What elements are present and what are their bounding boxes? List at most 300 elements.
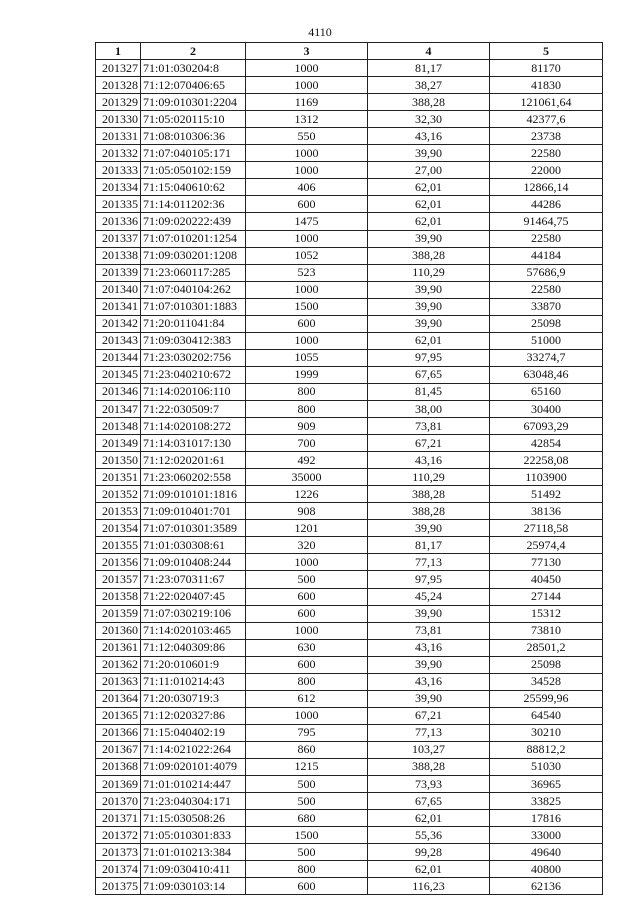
table-body [96,60,603,895]
table-cell: 201329 [96,94,141,111]
table-cell: 22000 [490,162,603,179]
table-cell: 71:09:030412:383 [141,332,246,349]
table-cell: 77,13 [368,724,490,741]
table-cell: 71:14:020108:272 [141,418,246,435]
table-cell: 388,28 [368,247,490,264]
table-cell: 1226 [246,486,368,503]
table-row [96,145,603,162]
table-row [96,571,603,588]
table-row [96,776,603,793]
table-cell: 22580 [490,281,603,298]
table-cell: 71:20:030719:3 [141,690,246,707]
table-cell: 71:08:010306:36 [141,128,246,145]
table-cell: 71:11:010214:43 [141,673,246,690]
table-cell: 71:09:010408:244 [141,554,246,571]
table-cell: 64540 [490,707,603,724]
table-cell: 600 [246,315,368,332]
data-table [95,42,603,895]
table-cell: 71:05:050102:159 [141,162,246,179]
table-cell: 71:23:040210:672 [141,366,246,383]
table-cell: 71:23:030202:756 [141,349,246,366]
table-cell: 201373 [96,844,141,861]
table-row [96,94,603,111]
table-cell: 630 [246,639,368,656]
page-number: 4110 [308,25,332,39]
table-cell: 51492 [490,486,603,503]
table-cell: 201328 [96,77,141,94]
table-cell: 45,24 [368,588,490,605]
table-cell: 201341 [96,298,141,315]
table-cell: 201340 [96,281,141,298]
column-header-5: 5 [490,43,603,60]
table-cell: 39,90 [368,690,490,707]
table-cell: 71:09:010301:2204 [141,94,246,111]
table-cell: 15312 [490,605,603,622]
table-cell: 71:14:020106:110 [141,383,246,400]
table-cell: 201343 [96,332,141,349]
table-cell: 25974,4 [490,537,603,554]
table-cell: 201363 [96,673,141,690]
table-row [96,758,603,775]
table-cell: 42377,6 [490,111,603,128]
table-cell: 67093,29 [490,418,603,435]
table-row [96,486,603,503]
table-cell: 201359 [96,605,141,622]
column-header-4: 4 [368,43,490,60]
table-row [96,213,603,230]
table-row [96,554,603,571]
table-cell: 523 [246,264,368,281]
table-cell: 71:01:010214:447 [141,776,246,793]
table-cell: 1500 [246,827,368,844]
table-cell: 201339 [96,264,141,281]
table-cell: 908 [246,503,368,520]
table-cell: 116,23 [368,878,490,895]
table-cell: 39,90 [368,520,490,537]
table-cell: 97,95 [368,349,490,366]
table-cell: 77,13 [368,554,490,571]
table-cell: 71:07:010201:1254 [141,230,246,247]
table-cell: 23738 [490,128,603,145]
table-cell: 201337 [96,230,141,247]
table-cell: 62,01 [368,213,490,230]
table-row [96,503,603,520]
table-row [96,366,603,383]
table-cell: 62,01 [368,332,490,349]
table-cell: 39,90 [368,605,490,622]
table-cell: 81170 [490,60,603,77]
table-cell: 800 [246,383,368,400]
table-cell: 71:22:020407:45 [141,588,246,605]
table-cell: 71:23:060117:285 [141,264,246,281]
table-cell: 40800 [490,861,603,878]
table-cell: 909 [246,418,368,435]
table-cell: 320 [246,537,368,554]
table-cell: 1999 [246,366,368,383]
table-cell: 71:01:030204:8 [141,60,246,77]
table-cell: 1000 [246,332,368,349]
table-cell: 71:23:060202:558 [141,469,246,486]
table-cell: 57686,9 [490,264,603,281]
table-cell: 201366 [96,724,141,741]
table-cell: 44286 [490,196,603,213]
table-cell: 73,81 [368,622,490,639]
table-cell: 795 [246,724,368,741]
table-row [96,537,603,554]
table-row [96,230,603,247]
table-cell: 1312 [246,111,368,128]
table-cell: 201369 [96,776,141,793]
table-cell: 492 [246,452,368,469]
table-cell: 388,28 [368,503,490,520]
table-cell: 33825 [490,793,603,810]
table-cell: 201345 [96,366,141,383]
table-cell: 81,45 [368,383,490,400]
table-cell: 388,28 [368,486,490,503]
table-cell: 38136 [490,503,603,520]
table-cell: 1103900 [490,469,603,486]
table-cell: 39,90 [368,145,490,162]
table-row [96,383,603,400]
table-cell: 71:09:010101:1816 [141,486,246,503]
table-row [96,861,603,878]
table-cell: 201330 [96,111,141,128]
table-cell: 39,90 [368,656,490,673]
table-cell: 201336 [96,213,141,230]
table-cell: 77130 [490,554,603,571]
table-cell: 71:07:030219:106 [141,605,246,622]
table-cell: 201355 [96,537,141,554]
table-cell: 71:23:070311:67 [141,571,246,588]
table-cell: 1000 [246,281,368,298]
table-cell: 25098 [490,656,603,673]
table-row [96,128,603,145]
table-cell: 201327 [96,60,141,77]
table-row [96,656,603,673]
table-cell: 67,65 [368,793,490,810]
table-cell: 388,28 [368,94,490,111]
column-header-2: 2 [141,43,246,60]
table-cell: 500 [246,776,368,793]
table-cell: 201364 [96,690,141,707]
table-cell: 103,27 [368,741,490,758]
table-row [96,111,603,128]
table-cell: 49640 [490,844,603,861]
table-cell: 43,16 [368,452,490,469]
table-cell: 500 [246,844,368,861]
table-cell: 201365 [96,707,141,724]
table-cell: 500 [246,571,368,588]
table-cell: 71:14:011202:36 [141,196,246,213]
table-row [96,418,603,435]
table-cell: 71:12:070406:65 [141,77,246,94]
table-row [96,196,603,213]
table-cell: 71:05:020115:10 [141,111,246,128]
table-row [96,247,603,264]
table-cell: 201335 [96,196,141,213]
table-cell: 71:09:030103:14 [141,878,246,895]
table-cell: 39,90 [368,230,490,247]
table-cell: 71:09:030410:411 [141,861,246,878]
table-cell: 71:20:011041:84 [141,315,246,332]
table-row [96,298,603,315]
table-cell: 201357 [96,571,141,588]
table-cell: 67,21 [368,707,490,724]
table-row [96,281,603,298]
table-cell: 201375 [96,878,141,895]
table-cell: 201374 [96,861,141,878]
table-row [96,179,603,196]
table-row [96,844,603,861]
table-cell: 62,01 [368,810,490,827]
table-cell: 71:07:040104:262 [141,281,246,298]
table-cell: 33274,7 [490,349,603,366]
table-row [96,400,603,417]
table-cell: 51030 [490,758,603,775]
table-cell: 91464,75 [490,213,603,230]
table-row [96,315,603,332]
table-cell: 71:09:020222:439 [141,213,246,230]
table-cell: 67,21 [368,435,490,452]
table-row [96,878,603,895]
table-cell: 201371 [96,810,141,827]
table-cell: 65160 [490,383,603,400]
table-cell: 71:12:040309:86 [141,639,246,656]
table-row [96,162,603,179]
table-cell: 600 [246,196,368,213]
table-cell: 71:09:020101:4079 [141,758,246,775]
table-row [96,60,603,77]
table-row [96,588,603,605]
table-cell: 71:01:030308:61 [141,537,246,554]
table-cell: 62136 [490,878,603,895]
table-cell: 1052 [246,247,368,264]
table-row [96,452,603,469]
table-cell: 73,81 [368,418,490,435]
table-row [96,469,603,486]
table-cell: 71:09:010401:701 [141,503,246,520]
table-cell: 38,27 [368,77,490,94]
table-cell: 81,17 [368,60,490,77]
table-cell: 201372 [96,827,141,844]
table-cell: 800 [246,673,368,690]
table-cell: 110,29 [368,264,490,281]
table-row [96,810,603,827]
table-cell: 27118,58 [490,520,603,537]
table-cell: 500 [246,793,368,810]
table-cell: 33000 [490,827,603,844]
table-cell: 22580 [490,145,603,162]
table-row [96,707,603,724]
table-cell: 600 [246,656,368,673]
table-cell: 97,95 [368,571,490,588]
column-header-1: 1 [96,43,141,60]
table-header-row [96,43,603,60]
table-cell: 55,36 [368,827,490,844]
table-cell: 99,28 [368,844,490,861]
table-cell: 550 [246,128,368,145]
table-cell: 17816 [490,810,603,827]
table-cell: 1201 [246,520,368,537]
table-cell: 1000 [246,622,368,639]
table-cell: 71:12:020201:61 [141,452,246,469]
table-cell: 201352 [96,486,141,503]
table-cell: 41830 [490,77,603,94]
table-row [96,349,603,366]
table-cell: 201350 [96,452,141,469]
table-cell: 1000 [246,230,368,247]
table-cell: 71:14:031017:130 [141,435,246,452]
table-cell: 201338 [96,247,141,264]
table-cell: 88812,2 [490,741,603,758]
table-row [96,690,603,707]
table-cell: 22258,08 [490,452,603,469]
table-cell: 110,29 [368,469,490,486]
table-cell: 1215 [246,758,368,775]
table-cell: 201356 [96,554,141,571]
table-cell: 800 [246,400,368,417]
table-cell: 388,28 [368,758,490,775]
table-cell: 800 [246,861,368,878]
table-cell: 71:20:010601:9 [141,656,246,673]
table-cell: 67,65 [368,366,490,383]
table-cell: 201331 [96,128,141,145]
table-cell: 28501,2 [490,639,603,656]
table-cell: 1475 [246,213,368,230]
table-cell: 700 [246,435,368,452]
table-cell: 1000 [246,162,368,179]
table-cell: 62,01 [368,861,490,878]
table-row [96,332,603,349]
table-cell: 71:15:030508:26 [141,810,246,827]
table-cell: 1000 [246,60,368,77]
table-cell: 71:12:020327:86 [141,707,246,724]
table-cell: 27,00 [368,162,490,179]
table-cell: 201342 [96,315,141,332]
table-cell: 30400 [490,400,603,417]
table-cell: 43,16 [368,673,490,690]
table-cell: 201362 [96,656,141,673]
table-cell: 1000 [246,145,368,162]
table-cell: 32,30 [368,111,490,128]
table-cell: 39,90 [368,281,490,298]
table-cell: 201370 [96,793,141,810]
table-cell: 36965 [490,776,603,793]
table-cell: 63048,46 [490,366,603,383]
table-cell: 201368 [96,758,141,775]
table-cell: 600 [246,878,368,895]
table-cell: 1000 [246,77,368,94]
table-cell: 71:15:040610:62 [141,179,246,196]
table-row [96,605,603,622]
table-row [96,435,603,452]
table-cell: 121061,64 [490,94,603,111]
table-cell: 71:07:040105:171 [141,145,246,162]
table-cell: 1000 [246,554,368,571]
table-row [96,673,603,690]
table-cell: 71:14:021022:264 [141,741,246,758]
table-cell: 39,90 [368,298,490,315]
table-cell: 43,16 [368,128,490,145]
table-cell: 39,90 [368,315,490,332]
table-cell: 71:05:010301:833 [141,827,246,844]
table-cell: 25098 [490,315,603,332]
table-cell: 860 [246,741,368,758]
column-header-3: 3 [246,43,368,60]
table-row [96,793,603,810]
table-cell: 30210 [490,724,603,741]
table-cell: 27144 [490,588,603,605]
table-row [96,520,603,537]
table-cell: 71:07:010301:3589 [141,520,246,537]
table-cell: 34528 [490,673,603,690]
table-cell: 51000 [490,332,603,349]
table-cell: 71:15:040402:19 [141,724,246,741]
table-cell: 33870 [490,298,603,315]
table-cell: 12866,14 [490,179,603,196]
table-cell: 1169 [246,94,368,111]
table-cell: 201358 [96,588,141,605]
table-cell: 201361 [96,639,141,656]
table-cell: 73810 [490,622,603,639]
table-cell: 1500 [246,298,368,315]
table-cell: 612 [246,690,368,707]
table-cell: 600 [246,605,368,622]
table-cell: 42854 [490,435,603,452]
table-cell: 201360 [96,622,141,639]
table-cell: 201351 [96,469,141,486]
table-cell: 201347 [96,400,141,417]
table-cell: 201346 [96,383,141,400]
table-cell: 71:14:020103:465 [141,622,246,639]
table-cell: 201354 [96,520,141,537]
table-row [96,741,603,758]
table-cell: 71:23:040304:171 [141,793,246,810]
table-cell: 44184 [490,247,603,264]
table-cell: 62,01 [368,196,490,213]
table-cell: 680 [246,810,368,827]
table-cell: 201348 [96,418,141,435]
table-cell: 81,17 [368,537,490,554]
table-cell: 71:09:030201:1208 [141,247,246,264]
table-cell: 71:22:030509:7 [141,400,246,417]
table-cell: 25599,96 [490,690,603,707]
table-cell: 1000 [246,707,368,724]
table-cell: 201333 [96,162,141,179]
table-cell: 43,16 [368,639,490,656]
table-cell: 1055 [246,349,368,366]
table-cell: 201334 [96,179,141,196]
table-cell: 40450 [490,571,603,588]
table-cell: 201332 [96,145,141,162]
table-cell: 600 [246,588,368,605]
table-row [96,264,603,281]
table-row [96,639,603,656]
table-row [96,724,603,741]
table-cell: 62,01 [368,179,490,196]
table-cell: 201367 [96,741,141,758]
table-cell: 73,93 [368,776,490,793]
table-cell: 22580 [490,230,603,247]
table-cell: 201344 [96,349,141,366]
table-cell: 35000 [246,469,368,486]
table-cell: 71:07:010301:1883 [141,298,246,315]
table-row [96,77,603,94]
table-row [96,622,603,639]
table-cell: 406 [246,179,368,196]
table-cell: 38,00 [368,400,490,417]
table-row [96,827,603,844]
